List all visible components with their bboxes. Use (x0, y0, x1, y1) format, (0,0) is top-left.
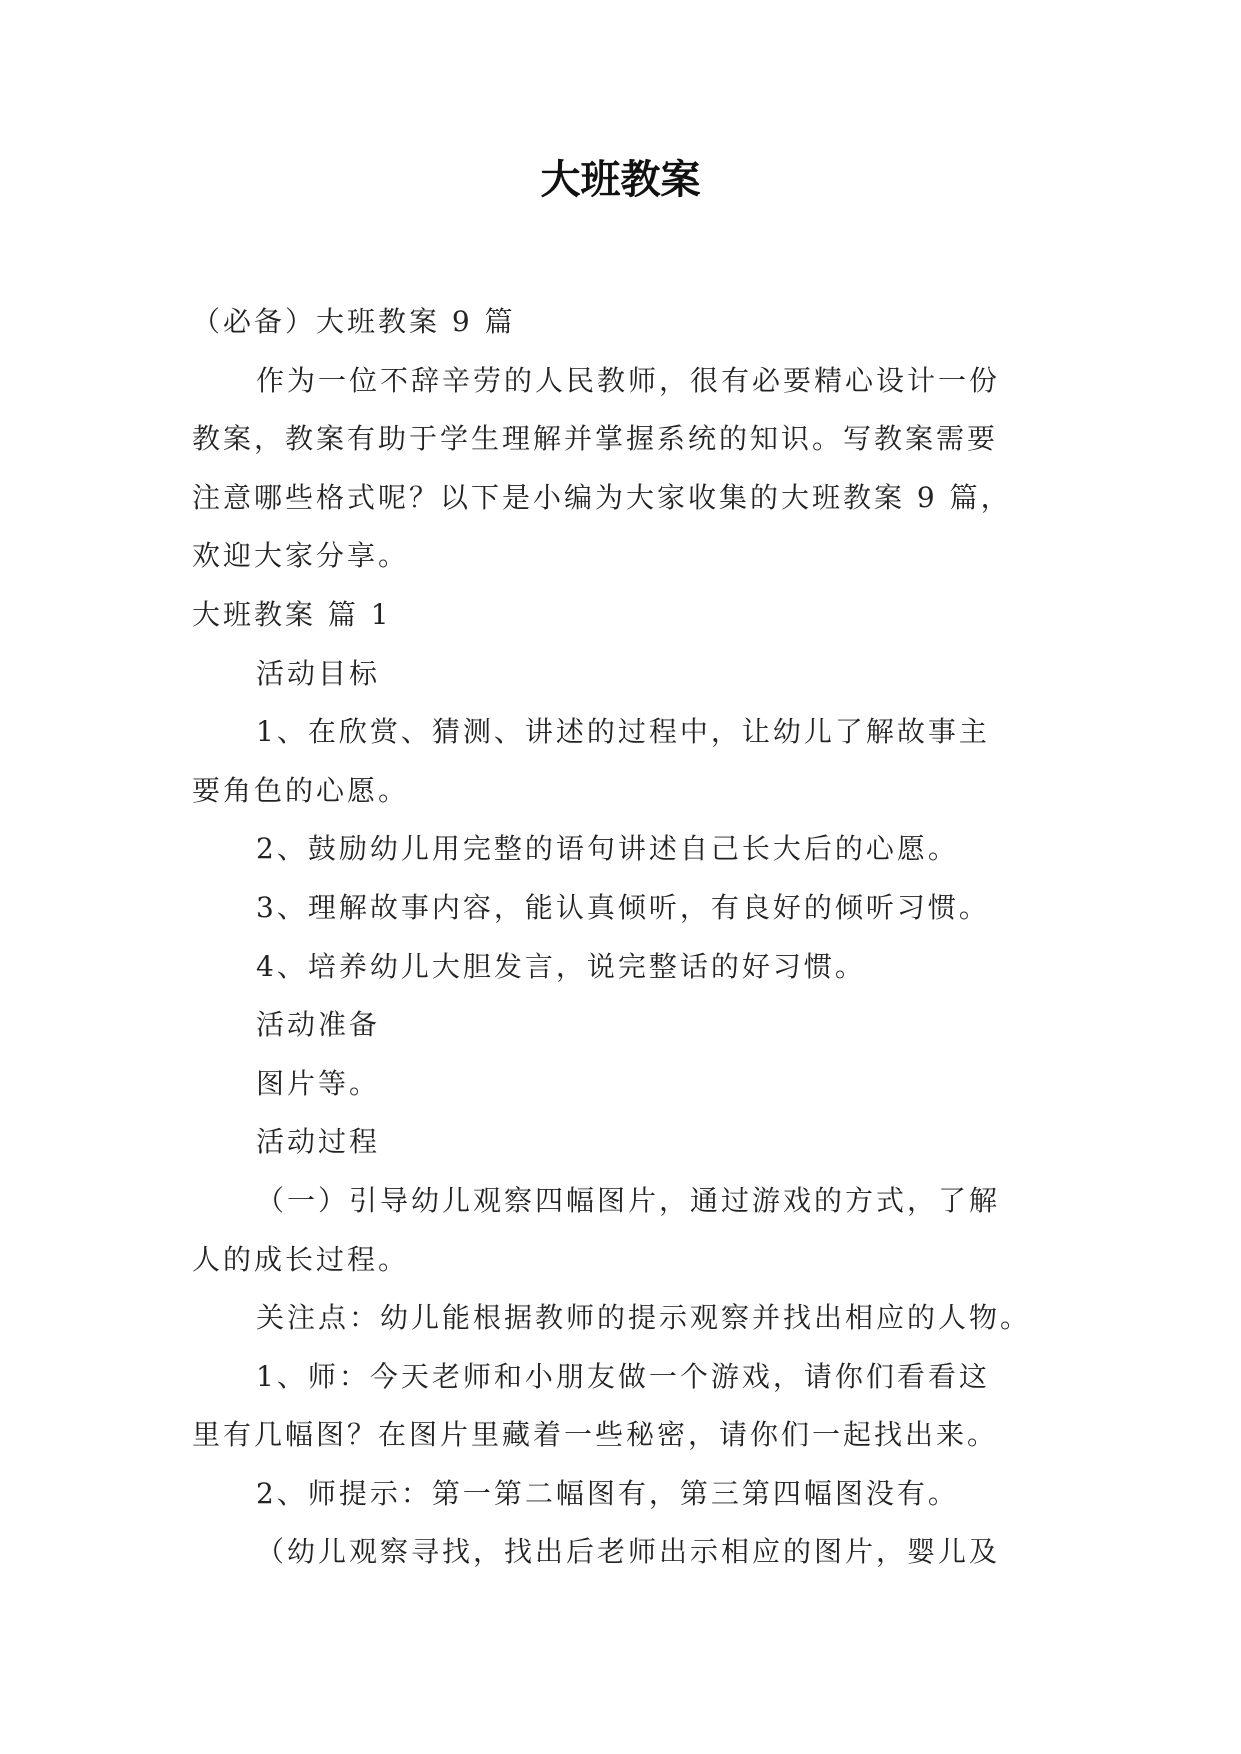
paragraph-line: 人的成长过程。 (192, 1242, 410, 1276)
subsection-heading: 活动过程 (256, 1125, 381, 1159)
subsection-heading: 活动目标 (256, 656, 381, 690)
document-body (192, 293, 1058, 1582)
paragraph-line: 4、培养幼儿大胆发言，说完整话的好习惯。 (256, 949, 866, 983)
paragraph-line: （幼儿观察寻找，找出后老师出示相应的图片，婴儿及 (256, 1535, 1001, 1569)
paragraph-line: 作为一位不辞辛劳的人民教师，很有必要精心设计一份 (256, 363, 1001, 397)
paragraph-line: 要角色的心愿。 (192, 773, 410, 807)
paragraph-line: 1、在欣赏、猜测、讲述的过程中，让幼儿了解故事主 (256, 715, 990, 749)
paragraph-line: 3、理解故事内容，能认真倾听，有良好的倾听习惯。 (256, 890, 990, 924)
paragraph-line: 教案，教案有助于学生理解并掌握系统的知识。写教案需要 (192, 422, 999, 456)
paragraph-line: 欢迎大家分享。 (192, 539, 410, 573)
paragraph-line: 2、鼓励幼儿用完整的语句讲述自己长大后的心愿。 (256, 832, 959, 866)
paragraph-line: 注意哪些格式呢？以下是小编为大家收集的大班教案 9 篇， (192, 480, 1012, 514)
paragraph-line: 2、师提示：第一第二幅图有，第三第四幅图没有。 (256, 1476, 959, 1510)
paragraph-line: 1、师：今天老师和小朋友做一个游戏，请你们看看这 (256, 1359, 990, 1393)
subtitle-line: （必备）大班教案 9 篇 (192, 305, 516, 338)
section-heading: 大班教案 篇 1 (192, 597, 392, 631)
paragraph-line: 图片等。 (256, 1066, 381, 1100)
subsection-heading: 活动准备 (256, 1008, 381, 1042)
paragraph-line: （一）引导幼儿观察四幅图片，通过游戏的方式，了解 (256, 1183, 1001, 1217)
document-title: 大班教案 (540, 157, 701, 203)
paragraph-line: 关注点：幼儿能根据教师的提示观察并找出相应的人物。 (256, 1301, 1032, 1335)
paragraph-line: 里有几幅图？在图片里藏着一些秘密，请你们一起找出来。 (192, 1418, 999, 1452)
